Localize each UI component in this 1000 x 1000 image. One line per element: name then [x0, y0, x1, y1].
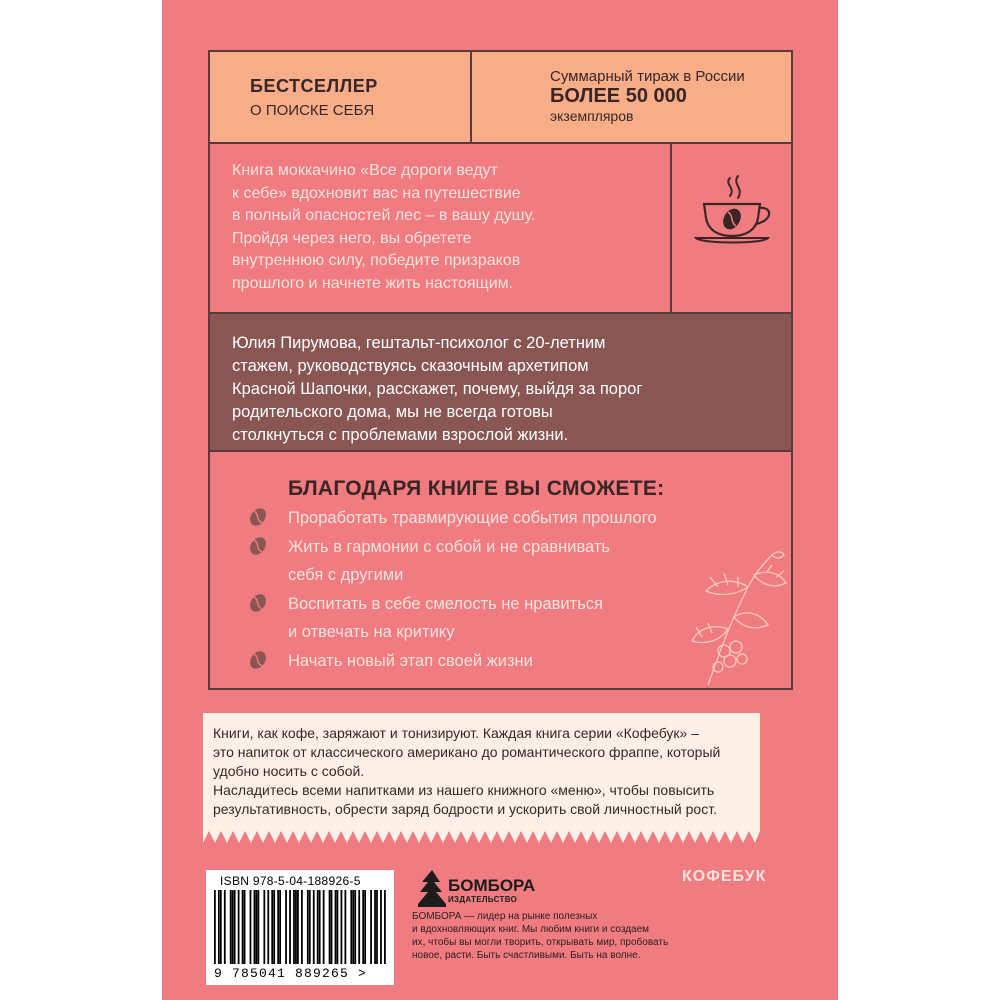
- author-line: стажем, руководствуясь сказочным архетипом: [232, 357, 589, 375]
- description-line: в полный опасностей лес – в вашу душу.: [232, 207, 536, 224]
- barcode-bar: [285, 890, 287, 964]
- publisher-line: их, чтобы вы могли творить, открывать мир, пробовать: [412, 937, 669, 948]
- description-line: внутреннюю силу, победите призраков: [232, 252, 521, 269]
- barcode-bar: [256, 890, 258, 964]
- description-line: прошлого и начнете жить настоящим.: [232, 274, 514, 292]
- barcode-bar: [297, 890, 299, 964]
- barcode-bar: [250, 890, 252, 964]
- barcode-bar: [358, 890, 360, 964]
- barcode-bar: [230, 890, 232, 964]
- barcode-bar: [313, 890, 315, 964]
- author-line: Красной Шапочки, расскажет, почему, выйдя за порог: [232, 380, 643, 398]
- barcode-bar: [337, 890, 339, 964]
- benefit-text-continued: и отвечать на критику: [288, 623, 455, 641]
- barcode-bars: [214, 890, 386, 964]
- barcode-bar: [279, 890, 281, 964]
- benefit-text: Проработать травмирующие события прошлого: [288, 509, 657, 527]
- barcode-bar: [254, 890, 256, 964]
- publisher-name: БОМБОРА: [448, 876, 536, 895]
- publisher-line: БОМБОРА — лидер на рынке полезных: [412, 911, 598, 922]
- benefit-item: [288, 504, 657, 532]
- barcode-bar: [244, 890, 246, 964]
- series-line: Насладитесь всеми напитками из нашего книжного «меню», чтобы повысить: [213, 782, 715, 798]
- barcode-bar: [271, 890, 273, 964]
- barcode-bar: [364, 890, 366, 964]
- barcode-bar: [224, 890, 226, 964]
- publisher-line: новое, расти. Быть счастливыми. Быть на волне.: [412, 950, 641, 961]
- author-line: родительского дома, мы не всегда готовы: [232, 403, 553, 421]
- barcode-bar: [238, 890, 240, 964]
- publisher-tagline: ИЗДАТЕЛЬСТВО: [448, 895, 518, 904]
- series-line: удобно носить с собой.: [213, 763, 365, 779]
- barcode-bar: [319, 890, 321, 964]
- barcode-digits: 9 785041 889265 >: [214, 966, 368, 981]
- barcode-bar: [341, 890, 343, 964]
- barcode-bar: [370, 890, 372, 964]
- book-description: [232, 160, 642, 295]
- benefit-text: Воспитать в себе смелость не нравиться: [288, 595, 603, 613]
- header-row: [210, 52, 791, 144]
- barcode-bar: [220, 890, 222, 964]
- barcode-bar: [354, 890, 356, 964]
- barcode-bar: [214, 890, 216, 964]
- barcode-bar: [267, 890, 269, 964]
- coffee-bean-icon: [248, 649, 268, 671]
- barcode-bar: [329, 890, 331, 964]
- barcode-bar: [218, 890, 220, 964]
- series-line: результативность, обрести заряд бодрости и ускорить свой личностный рост.: [213, 801, 717, 817]
- barcode-bar: [317, 890, 319, 964]
- barcode-bar: [307, 890, 309, 964]
- description-row: [210, 142, 791, 314]
- barcode-bar: [344, 890, 346, 964]
- bestseller-cell: [210, 52, 472, 142]
- benefits-heading: БЛАГОДАРЯ КНИГЕ ВЫ СМОЖЕТЕ:: [288, 477, 665, 500]
- benefit-text: Начать новый этап своей жизни: [288, 652, 533, 670]
- author-line: столкнуться с проблемами взрослой жизни.: [232, 426, 569, 444]
- series-description: [213, 724, 753, 819]
- publisher-description: [412, 910, 672, 962]
- content-frame: [208, 50, 793, 690]
- barcode-bar: [242, 890, 244, 964]
- coffee-cup-cell: [670, 142, 791, 312]
- coffee-bean-icon: [248, 535, 268, 557]
- publisher-line: и вдохновляющих книг. Мы любим книги и создаем: [412, 924, 650, 935]
- isbn-label: ISBN 978-5-04-188926-5: [220, 874, 361, 888]
- circulation-cell: [472, 52, 791, 142]
- benefit-text-continued: себя с другими: [288, 566, 404, 584]
- barcode-bar: [277, 890, 279, 964]
- barcode-bar: [350, 890, 352, 964]
- barcode-bar: [263, 890, 265, 964]
- bombora-wave-logo: [418, 868, 446, 908]
- barcode-bar: [380, 890, 382, 964]
- barcode-bar: [273, 890, 275, 964]
- kofebuk-logo: КОФЕБУК: [682, 868, 767, 885]
- benefit-item: [288, 590, 603, 646]
- benefit-item: [288, 647, 533, 675]
- description-line: Пройдя через него, вы обретете: [232, 229, 472, 247]
- author-line: Юлия Пирумова, гештальт-психолог с 20-летним: [232, 334, 606, 352]
- barcode-bar: [309, 890, 311, 964]
- series-line: Книги, как кофе, заряжают и тонизируют. Каждая книга серии «Кофебук» –: [213, 725, 700, 741]
- bestseller-title: БЕСТСЕЛЛЕР: [250, 76, 378, 96]
- barcode-bar: [289, 890, 291, 964]
- author-description: [232, 332, 762, 447]
- barcode-bar: [293, 890, 295, 964]
- description-line: Книга моккачино «Все дороги ведут: [232, 162, 498, 179]
- coffee-branch-illustration: [688, 547, 788, 687]
- series-info-ticket: [203, 713, 760, 843]
- circulation-number: БОЛЕЕ 50 000: [550, 85, 687, 107]
- barcode-bar: [374, 890, 376, 964]
- benefit-text: Жить в гармонии с собой и не сравнивать: [288, 538, 610, 556]
- coffee-bean-icon: [248, 592, 268, 614]
- barcode-bar: [376, 890, 378, 964]
- barcode-bar: [234, 890, 236, 964]
- isbn-barcode: [206, 870, 394, 985]
- benefit-item: [288, 533, 610, 589]
- barcode-bar: [232, 890, 234, 964]
- barcode-bar: [362, 890, 364, 964]
- barcode-bar: [301, 890, 303, 964]
- coffee-bean-icon: [248, 506, 268, 528]
- barcode-bar: [331, 890, 333, 964]
- circulation-label: Суммарный тираж в России: [550, 68, 745, 85]
- coffee-cup-icon: [692, 174, 776, 246]
- author-row: [210, 314, 791, 452]
- description-line: к себе» вдохновит вас на путешествие: [232, 184, 521, 202]
- barcode-bar: [323, 890, 325, 964]
- circulation-unit: экземпляров: [550, 108, 634, 124]
- bestseller-subtitle: О ПОИСКЕ СЕБЯ: [250, 102, 375, 119]
- barcode-bar: [257, 890, 259, 964]
- barcode-bar: [384, 890, 386, 964]
- series-line: это напиток от классического американо до романтического фраппе, который: [213, 744, 721, 760]
- barcode-bar: [352, 890, 354, 964]
- barcode-bar: [295, 890, 297, 964]
- barcode-bar: [335, 890, 337, 964]
